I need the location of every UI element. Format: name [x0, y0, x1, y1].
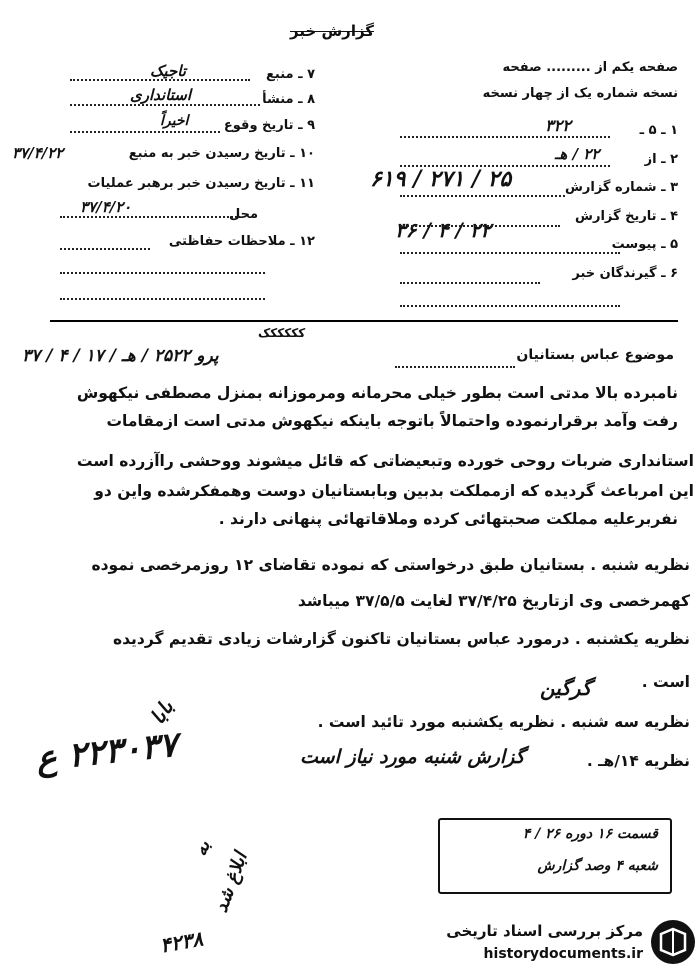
- field-12-dots-1: [60, 248, 150, 250]
- stamp-line-2: شعبه ۴ وصد گزارش: [537, 858, 658, 874]
- watermark-title: مرکز بررسی اسناد تاریخی: [446, 922, 643, 940]
- stamp-line-1: قسمت ۱۶ دوره ۲۶ / ۴: [522, 826, 658, 842]
- body-line-4: این امرباعث گردیده که ازمملکت بدبین وبابستانیان دوست وهمفکرشده واین دو: [94, 482, 694, 500]
- note-sunday-2: است .: [641, 673, 690, 691]
- field-12-dots-3: [60, 298, 265, 300]
- copy-number-field: نسخه شماره یک از چهار نسخه: [482, 86, 678, 101]
- watermark-url: historydocuments.ir: [483, 946, 643, 962]
- note-tuesday: نظریه سه شنبه . نظریه یکشنبه مورد تائید است .: [317, 713, 690, 731]
- archive-logo-icon: [651, 920, 695, 964]
- note-saturday-2: کهمرخصی وی ازتاریخ ۳۷/۴/۲۵ لغایت ۳۷/۵/۵ میباشد: [297, 592, 690, 610]
- handwritten-big-number: ۲۲۳۰۳۷ ع: [34, 724, 180, 780]
- handwritten-bottom-2: ابلاغ شد: [210, 849, 252, 916]
- note-sunday-1: نظریه یکشنبه . درمورد عباس بستانیان تاکنون گزارشات زیادی تقدیم گردیده: [112, 630, 690, 648]
- reference-number: پرو ۲۵۲۲ / هـ / ۱۷ / ۴ / ۳۷: [22, 346, 219, 366]
- field-7-value: تاجیک: [150, 62, 186, 80]
- field-2-label: ۲ ـ از: [644, 152, 678, 167]
- note-saturday-1: نظریه شنبه . بستانیان طبق درخواستی که نموده تقاضای ۱۲ روزمرخصی نموده: [91, 556, 690, 574]
- field-7-label: ۷ ـ منبع: [266, 67, 315, 82]
- field-9-label: ۹ ـ تاریخ وقوع: [223, 118, 315, 133]
- body-line-1: نامبرده بالا مدتی است بطور خیلی محرمانه ومرموزانه بمنزل مصطفی نیکهوش: [76, 384, 678, 402]
- field-1-value: ۳۲۲: [545, 116, 571, 135]
- handwritten-bottom-number: ۴۲۳۸: [158, 926, 205, 958]
- registry-stamp: [438, 818, 672, 894]
- report-title: گزارش خبر: [290, 22, 375, 40]
- field-12-dots-2: [60, 272, 265, 274]
- field-3-value: ۶۱۹ / ۲۷۱ / ۲۵: [370, 166, 512, 192]
- subject-dots: [395, 366, 515, 368]
- field-6-label: ۶ ـ گیرندگان خبر: [572, 266, 678, 281]
- field-4-dots: [400, 225, 560, 227]
- field-1-dots: [400, 136, 610, 138]
- subject-line: موضوع عباس بستانیان: [516, 347, 674, 363]
- header-divider: [50, 320, 678, 322]
- body-line-5: نفربرعلیه مملکت صحبتهائی کرده وملاقاتهائی پنهانی دارند .: [218, 510, 678, 528]
- field-6-dots: [400, 282, 540, 284]
- field-11-dots: [60, 216, 240, 218]
- field-11-value: ۳۷/۴/۲۰: [80, 198, 132, 216]
- handwritten-signature-mark: بابا: [145, 695, 179, 729]
- field-7-dots: [70, 79, 250, 81]
- field-8-dots: [70, 104, 260, 106]
- note-14: نظریه ۱۴/هـ .: [586, 752, 690, 770]
- field-4-value: ۳۶ / ۴ / ۲۲: [395, 218, 492, 242]
- field-3-label: ۳ ـ شماره گزارش: [564, 180, 678, 195]
- classification-mark: کککککک: [258, 326, 306, 340]
- field-1-label: ۱ ـ ۵ ـ: [639, 123, 678, 138]
- field-11-place-label: محل: [228, 207, 258, 222]
- body-line-2: رفت وآمد برقرارنموده واحتمالاً باتوجه باینکه نیکهوش مدتی است ازمقامات: [106, 412, 678, 430]
- handwritten-note-14: گزارش شنبه مورد نیاز است: [300, 746, 525, 768]
- handwritten-gorgin: گرگین: [540, 676, 592, 700]
- field-5-label: ۵ ـ پیوست: [611, 237, 678, 252]
- field-12-label: ۱۲ ـ ملاحظات حفاظتی: [168, 234, 315, 249]
- field-5-dots: [400, 252, 620, 254]
- field-8-label: ۸ ـ منشأ: [262, 92, 315, 107]
- body-line-3: استانداری ضربات روحی خورده وتبعیضاتی که قائل میشوند ووحشی راآزرده است: [76, 452, 694, 470]
- field-3-dots: [400, 195, 565, 197]
- field-9-value: اخیراً: [160, 113, 189, 129]
- field-11-label: ۱۱ ـ تاریخ رسیدن خبر برهبر عملیات: [87, 176, 315, 191]
- watermark: [405, 918, 695, 973]
- page-count-field: صفحه یکم از ......... صفحه: [502, 60, 678, 75]
- field-4-label: ۴ ـ تاریخ گزارش: [575, 209, 678, 224]
- field-8-value: استانداری: [130, 86, 192, 104]
- field-6-dots-2: [400, 305, 620, 307]
- handwritten-bottom-1: به: [189, 838, 215, 859]
- field-10-value: ۳۷/۴/۲۲: [12, 144, 64, 162]
- field-9-dots: [70, 131, 220, 133]
- field-10-label: ۱۰ ـ تاریخ رسیدن خبر به منبع: [128, 146, 315, 161]
- field-2-value: ۲۲ / هـ: [555, 145, 600, 163]
